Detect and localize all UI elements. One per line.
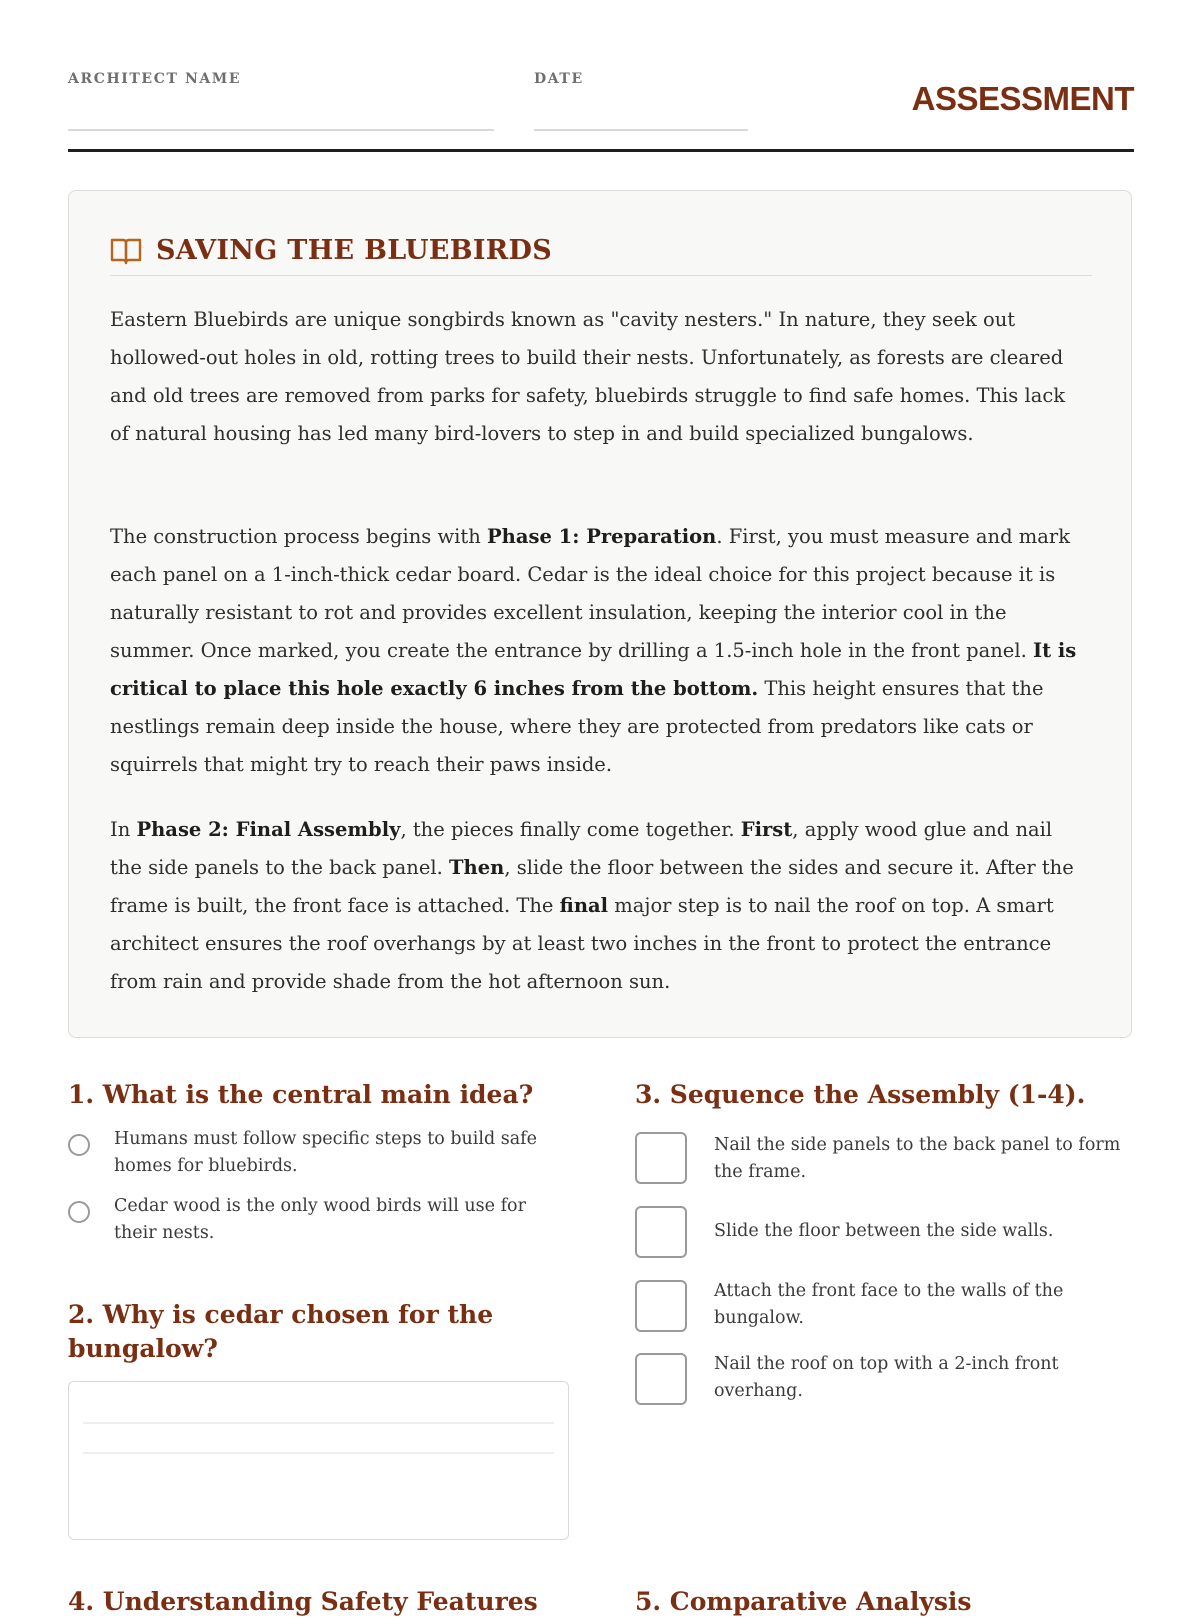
sequence-word: Then: [449, 856, 505, 879]
step-text: Slide the floor between the side walls.: [714, 1221, 1054, 1241]
step-text: Attach the front face to the walls of the bungalow.: [714, 1281, 1064, 1328]
story-title: SAVING THE BLUEBIRDS: [156, 235, 553, 266]
text-run: The construction process begins with: [110, 525, 487, 548]
text-run: In: [110, 818, 137, 841]
radio-button[interactable]: [68, 1134, 90, 1156]
book-icon: [110, 237, 142, 265]
assessment-title: ASSESSMENT: [911, 80, 1134, 117]
story-header: [110, 235, 1092, 276]
architect-name-label: ARCHITECT NAME: [68, 71, 242, 87]
answer-line: [83, 1422, 554, 1424]
question-5-title: 5. Comparative Analysis: [635, 1587, 972, 1616]
sequence-number-box[interactable]: [635, 1353, 687, 1405]
date-label: DATE: [534, 71, 584, 87]
sequence-word: final: [559, 894, 609, 917]
question-1-title: 1. What is the central main idea?: [68, 1080, 534, 1109]
text-run: , the pieces finally come together.: [400, 818, 741, 841]
text-run: . First, you must measure and mark each panel on a 1-inch-thick cedar board. Cedar is the ideal choice for this project because it is naturally resistant to rot and provides excellent insulation, keeping the interior cool in the summer. Once marked, you create the entrance by drilling a 1.5-inch hole in the front panel.: [110, 525, 1071, 662]
step-text: Nail the side panels to the back panel to form the frame.: [714, 1135, 1121, 1182]
phase-2-label: Phase 2: Final Assembly: [136, 818, 401, 841]
q2-answer-box[interactable]: [68, 1381, 569, 1540]
answer-line: [83, 1452, 554, 1454]
date-field[interactable]: [534, 129, 748, 131]
sequence-word: First: [740, 818, 793, 841]
text-run: , apply wood glue and nail the side panels to the back panel.: [110, 818, 1053, 879]
question-3-title: 3. Sequence the Assembly (1-4).: [635, 1080, 1086, 1109]
sequence-number-box[interactable]: [635, 1132, 687, 1184]
question-4-title: 4. Understanding Safety Features: [68, 1587, 538, 1616]
story-paragraph-1: Eastern Bluebirds are unique songbirds known as "cavity nesters." In nature, they seek out hollowed-out holes in old, rotting trees to build their nests. Unfortunately, as forests are cleared and old trees are removed from parks for safety, bluebirds struggle to find safe homes. This lack of natural housing has led many bird-lovers to step in and build specialized bungalows.: [110, 308, 1066, 445]
story-paragraph-3: [110, 811, 1090, 1001]
story-panel: [68, 190, 1132, 1038]
option-text: Cedar wood is the only wood birds will use for their nests.: [114, 1196, 526, 1243]
worksheet-header: [68, 0, 1134, 152]
question-2-title: 2. Why is cedar chosen for the bungalow?: [68, 1300, 494, 1363]
story-paragraph-2: [110, 518, 1090, 784]
sequence-number-box[interactable]: [635, 1206, 687, 1258]
critical-note: It is critical to place this hole exactly 6 inches from the bottom.: [110, 639, 1077, 700]
sequence-number-box[interactable]: [635, 1280, 687, 1332]
option-text: Humans must follow specific steps to build safe homes for bluebirds.: [114, 1129, 537, 1176]
text-run: This height ensures that the nestlings remain deep inside the house, where they are protected from predators like cats or squirrels that might try to reach their paws inside.: [110, 677, 1044, 776]
phase-1-label: Phase 1: Preparation: [486, 525, 717, 548]
radio-button[interactable]: [68, 1201, 90, 1223]
architect-name-field[interactable]: [68, 129, 494, 131]
text-run: , slide the floor between the sides and secure it. After the frame is built, the front face is attached. The: [110, 856, 1074, 917]
text-run: major step is to nail the roof on top. A smart architect ensures the roof overhangs by at least two inches in the front to protect the entrance from rain and provide shade from the hot afternoon sun.: [110, 894, 1054, 993]
step-text: Nail the roof on top with a 2-inch front overhang.: [714, 1354, 1059, 1401]
